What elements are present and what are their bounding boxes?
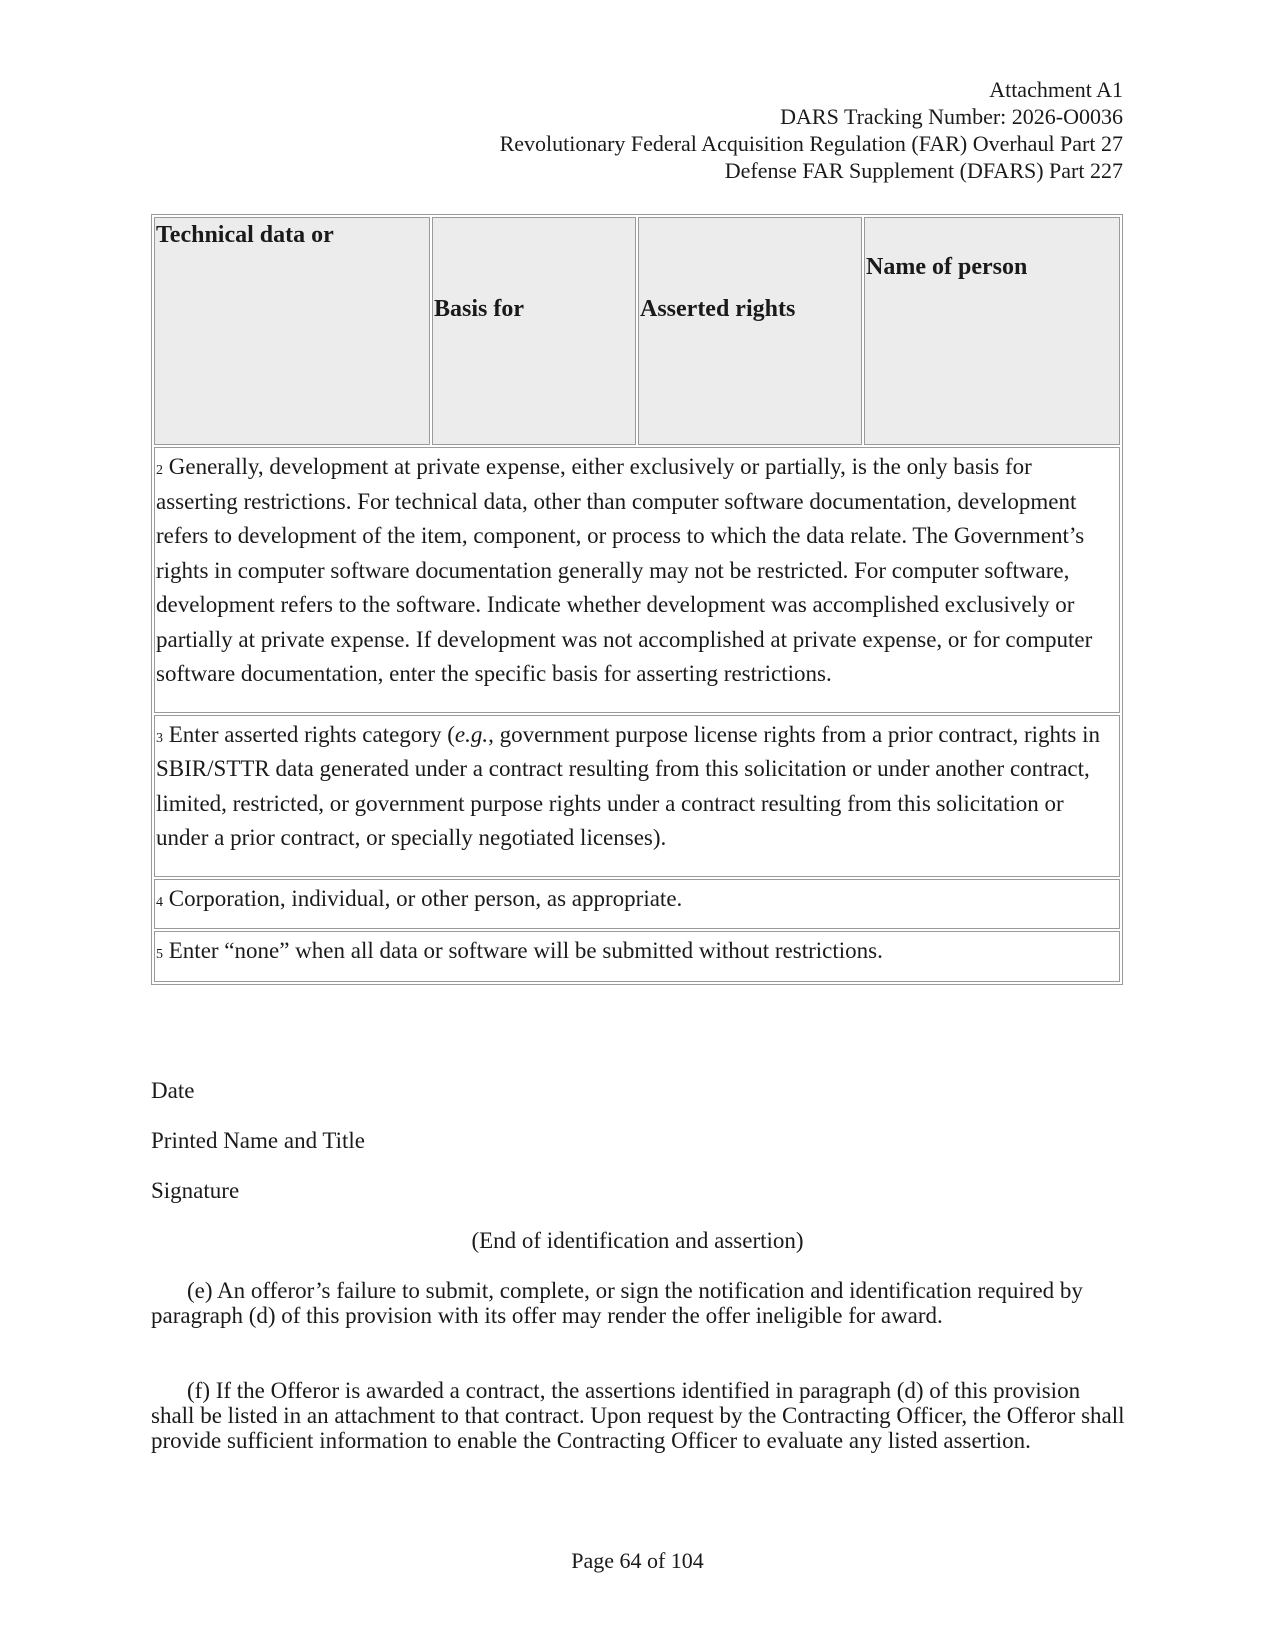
table-header-row: [154, 217, 1120, 445]
footnote-text: Enter “none” when all data or software will be submitted without restrictions.: [163, 938, 883, 963]
footnote-text: Generally, development at private expense, either exclusively or partially, is the only basis for asserting restrictions. For technical data, other than computer software documentation, development refers to development of the item, component, or process to which the data relate. The Government’s rights in computer software documentation generally may not be restricted. For computer software, development refers to the software. Indicate whether development was accomplished exclusively or partially at private expense. If development was not accomplished at private expense, or for computer software documentation, enter the specific basis for asserting restrictions.: [156, 454, 1093, 686]
footnote-5: [154, 931, 1120, 982]
header-dfars-part: Defense FAR Supplement (DFARS) Part 227: [724, 158, 1123, 183]
table-row: [154, 931, 1120, 982]
printed-name-label: Printed Name and Title: [151, 1128, 366, 1153]
footnote-text: Corporation, individual, or other person, as appropriate.: [163, 885, 683, 911]
footnote-text-italic: e.g.,: [454, 721, 494, 747]
footnote-text: Enter asserted rights category (: [163, 721, 455, 747]
header-attachment: Attachment A1: [989, 77, 1123, 102]
footnote-mark: 3: [156, 730, 163, 746]
assertions-table: [151, 214, 1123, 985]
signature-label: Signature: [151, 1178, 240, 1203]
header-far-part: Revolutionary Federal Acquisition Regulation (FAR) Overhaul Part 27: [499, 131, 1123, 156]
date-label: Date: [151, 1078, 195, 1103]
paragraph-e: (e) An offeror’s failure to submit, complete, or sign the notification and identification required by paragraph (d) of this provision with its offer may render the offer ineligible for award.: [151, 1278, 1083, 1328]
page-header: [500, 76, 1123, 184]
header-name-of-person: Name of person: [864, 217, 1120, 445]
page-number: Page 64 of 104: [571, 1548, 704, 1573]
table-row: [154, 447, 1120, 713]
footnote-4: [154, 879, 1120, 930]
footnote-mark: 5: [156, 947, 163, 962]
paragraph-f: (f) If the Offeror is awarded a contract, the assertions identified in paragraph (d) of this provision shall be listed in an attachment to that contract. Upon request by the Contracting Officer, the Offeror shall provide sufficient information to enable the Contracting Officer to evaluate any listed assertion.: [151, 1378, 1125, 1453]
footnote-mark: 4: [156, 894, 163, 910]
table-row: [154, 715, 1120, 877]
header-tracking-number: DARS Tracking Number: 2026-O0036: [780, 104, 1123, 129]
header-basis-for: Basis for: [432, 217, 636, 445]
footnote-text: government purpose license rights from a prior contract, rights in SBIR/STTR data generated under a contract resulting from this solicitation or under another contract, limited, restricted, or government purpose rights under a contract resulting from this solicitation or under a prior contract, or specially negotiated licenses).: [156, 721, 1100, 850]
footnote-mark: 2: [156, 463, 163, 478]
header-asserted-rights: Asserted rights: [638, 217, 862, 445]
footnote-2: [154, 447, 1120, 713]
end-of-identification: (End of identification and assertion): [471, 1228, 804, 1253]
table-row: [154, 879, 1120, 930]
footnote-3: [154, 715, 1120, 877]
header-technical-data: Technical data or: [154, 217, 430, 445]
